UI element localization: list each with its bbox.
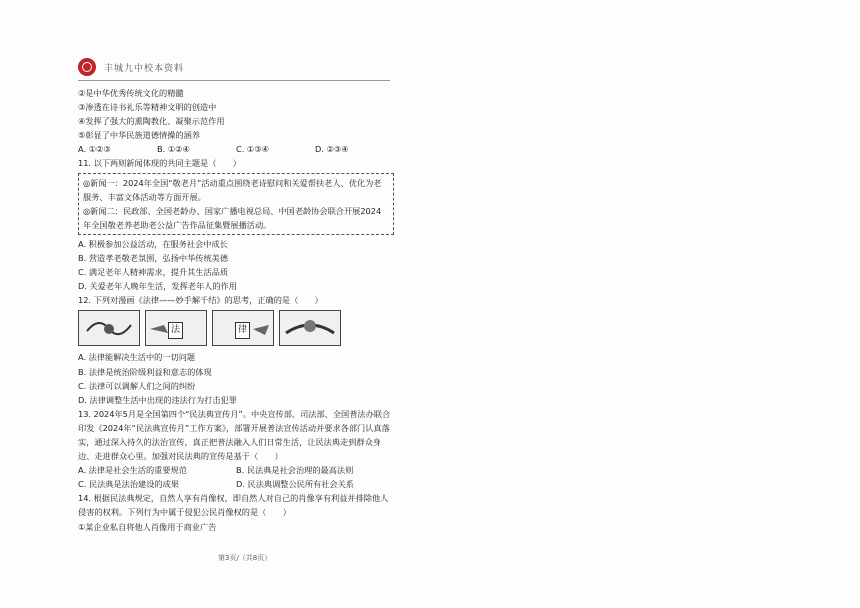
news-item-1: ◎新闻一：2024年全国“敬老月”活动重点围绕老诗慰问和关爱帮扶老人、优化为老服务、丰富文体活动等方面开展。: [83, 177, 382, 202]
school-name: 丰城九中校本资料: [104, 63, 185, 74]
question-12: 12. 下列对漫画《法律——妙手解千结》的思考，正确的是（ ）: [78, 295, 323, 306]
comic-panel-handshake: [279, 310, 341, 346]
choice-b: B. 营造孝老敬老氛围，弘扬中华传统美德: [78, 253, 229, 264]
choice-a: A. 法律能解决生活中的一切问题: [78, 352, 196, 363]
choice-c: C. 民法典是法治建设的成果: [78, 479, 179, 490]
comic-strip: [78, 310, 394, 346]
choice-row: [78, 463, 394, 477]
content-left: [78, 86, 394, 534]
choice-c: C. 法律可以调解人们之间的纠纷: [78, 380, 196, 391]
question-13: 13. 2024年5月是全国第四个“民法典宣传月”。中央宣传部、司法部、全国普法办联合印发《2024年“民法典宣传月”工作方案》，部署开展普法宣传活动并要求各部门认真落实，通过深入持久的法治宣传，真正把普法融入人们日常生活，让民法典走到群众身边、走进群众心里。加强对民法典的宣传是基于（ ）: [78, 408, 391, 462]
choice-b: B. 法律是统治阶级利益和意志的体现: [78, 366, 212, 377]
comic-panel-knot: [78, 310, 140, 346]
choice-a: A. 积极参加公益活动，在服务社会中成长: [78, 238, 228, 249]
page-number: 第3页/（共8页）: [218, 554, 272, 562]
option-line: ②是中华优秀传统文化的精髓: [78, 88, 184, 98]
choice-d: D. 关爱老年人晚年生活，发挥老年人的作用: [78, 281, 237, 292]
choice-c: C. 满足老年人精神需求，提升其生活品质: [78, 267, 229, 278]
question-11: 11. 以下两则新闻体现的共同主题是（ ）: [78, 158, 241, 169]
choice-a: A. ①②③: [78, 144, 111, 155]
school-logo-icon: [78, 58, 96, 76]
header-divider: [78, 80, 390, 81]
choice-c: C. ①③④: [236, 144, 269, 155]
choice-d: D. 法律调整生活中出现的违法行为打击犯罪: [78, 394, 237, 405]
comic-label: 律: [235, 322, 250, 338]
choice-b: B. 民法典是社会治理的最高法则: [236, 465, 354, 476]
choice-a: A. 法律是社会生活的重要规范: [78, 465, 187, 476]
choice-d: D. 民法典调整公民所有社会关系: [236, 479, 354, 490]
news-box: [78, 173, 394, 235]
news-item-2: ◎新闻二：民政部、全国老龄办、国家广播电视总局、中国老龄协会联合开展2024年全国敬老养老助老公益广告作品征集暨展播活动。: [83, 205, 382, 230]
option-line: ③渗透在诗书礼乐等精神文明的创造中: [78, 102, 217, 113]
question-14: 14. 根据民法典规定，自然人享有肖像权，即自然人对自己的肖像享有利益并排除他人侵害的权利。下列行为中属于侵犯公民肖像权的是（ ）: [78, 493, 389, 518]
choice-row: [78, 142, 394, 156]
page-right: [430, 0, 860, 608]
option-line: ①某企业私自将他人肖像用于商业广告: [78, 521, 217, 532]
comic-panel-law: [145, 310, 207, 346]
comic-panel-rule: [212, 310, 274, 346]
choice-d: D. ②③④: [315, 144, 349, 155]
header-left: [78, 56, 184, 78]
comic-label: 法: [168, 322, 183, 338]
choice-row: [78, 477, 394, 491]
option-line: ④发挥了强大的熏陶教化、凝聚示范作用: [78, 116, 225, 127]
choice-b: B. ①②④: [157, 144, 190, 155]
option-line: ⑤彰显了中华民族道德情操的涵养: [78, 130, 200, 141]
